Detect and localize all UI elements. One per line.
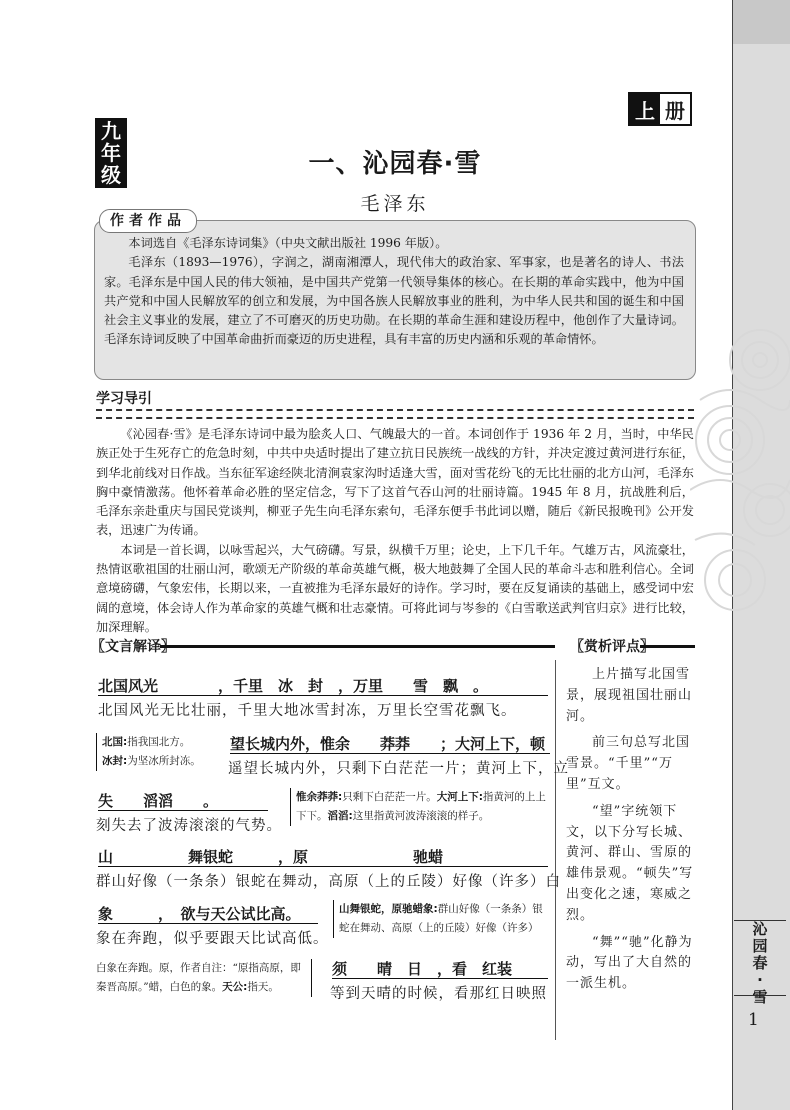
guide-text: [96, 425, 694, 637]
guide-paragraph: 《沁园春·雪》是毛泽东诗词中最为脍炙人口、气魄最大的一首。本词创作于 1936 年 2 月，当时，中华民族正处于生死存亡的危急时刻，中共中央适时提出了建立抗日民族统一战线的方针，并决定渡过黄河进行东征，到华北前线对日作战。当东征军途经陕北清涧袁家沟时适逢大雪，面对雪花纷飞的无比壮丽的北方山河，毛泽东胸中豪情激荡。他怀着革命必胜的坚定信念，写下了这首气吞山河的壮丽诗篇。1945 年 8 月，抗战胜利后，毛泽东亲赴重庆与国民党谈判，柳亚子先生向毛泽东索句，毛泽东便手书此词以赠，随后《新民报晚刊》公开发表，迅速广为传诵。: [96, 427, 694, 538]
side-tab-char: 春: [752, 954, 768, 972]
section-rule: [160, 645, 555, 648]
underline: [98, 695, 548, 696]
underline: [98, 810, 268, 811]
underline: [230, 753, 550, 754]
annotation-box: 山舞银蛇，原驰蜡象:群山好像（一条条）银蛇在舞动、高原（上的丘陵）好像（许多）: [333, 900, 553, 938]
translation-line: 刻失去了波涛滚滚的气势。: [96, 818, 282, 834]
author-paragraph: 毛泽东（1893—1976），字润之，湖南湘潭人，现代伟大的政治家、军事家，也是著名的诗人、书法家。毛泽东是中国人民的伟大领袖，是中国共产党第一代领导集体的核心。在长期的革命实践中，他为中国共产党和中国人民解放军的创立和发展，为中国各族人民解放事业的胜利，为中华人民共和国的诞生和中国社会主义事业的发展，建立了不可磨灭的历史功勋。在长期的革命生涯和建设历程中，他创作了大量诗词。毛泽东诗词反映了中国革命曲折而豪迈的历史进程，具有丰富的历史内涵和乐观的革命情怀。: [104, 255, 684, 347]
poem-line: 北国风光 ，千里 冰 封 ，万里 雪 飘 。: [98, 677, 489, 695]
volume-part1: 上: [630, 94, 660, 124]
commentary-paragraph: 上片描写北国雪景，展现祖国壮丽山河。: [566, 667, 693, 724]
author-text: [104, 234, 684, 350]
page-number: 1: [748, 1010, 759, 1030]
translation-line: 群山好像（一条条）银蛇在舞动，高原（上的丘陵）好像（许多）白: [96, 874, 561, 890]
side-tab-char: 沁: [752, 920, 768, 938]
guide-section-label: 学习导引: [96, 391, 152, 407]
poem-line: 失 滔滔 。: [98, 792, 219, 810]
volume-part2: 册: [665, 98, 685, 123]
poem-author: 毛泽东: [360, 193, 430, 215]
poem-line: 望长城内外，惟余 莽莽 ；大河上下，顿: [230, 735, 546, 753]
section-rule: [640, 645, 695, 648]
translation-line: 等到天晴的时候，看那红日映照: [330, 986, 547, 1002]
translation-line: 北国风光无比壮丽，千里大地冰雪封冻，万里长空雪花飘飞。: [98, 703, 517, 719]
poem-line: 须 晴 日 ，看 红装: [332, 960, 513, 978]
volume-badge: [628, 92, 692, 126]
column-divider: [555, 660, 556, 1040]
commentary-paragraph: 前三句总写北国雪景。“千里”“万里”互文。: [566, 735, 691, 792]
commentary-column: [566, 665, 696, 1001]
underline: [98, 923, 318, 924]
author-section-label: 作者作品: [99, 209, 197, 233]
guide-divider: [96, 409, 694, 419]
poem-line: 象 ， 欲与天公试比高。: [98, 905, 301, 923]
guide-paragraph: 本词是一首长调，以咏雪起兴，大气磅礴。写景，纵横千万里；论史，上下几千年。气雄万古，风流豪壮，热情讴歌祖国的壮丽山河，歌颂无产阶级的革命英雄气概，极大地鼓舞了全国人民的革命斗志和胜利信心。全词意境磅礴，气象宏伟，长期以来，一直被推为毛泽东最好的诗作。学习时，要在反复诵读的基础上，感受词中宏阔的意境，体会诗人作为革命家的英雄气概和壮志豪情。可将此词与岑参的《白雪歌送武判官归京》进行比较，加深理解。: [96, 542, 694, 634]
side-tab-char: 雪: [752, 988, 768, 1006]
translation-section-label: 〖文言解译〗: [91, 639, 175, 655]
translation-line: 象在奔跑，似乎要跟天比试高低。: [96, 931, 329, 947]
side-tab-char: ·: [757, 971, 763, 989]
commentary-paragraph: “舞”“驰”化静为动，写出了大自然的一派生机。: [566, 934, 693, 992]
annotation-box: 白象在奔跑。原，作者自注：“原指高原，即 秦晋高原。”蜡，白色的象。天公:指天。: [96, 959, 312, 997]
annotation-box: 北国:指我国北方。 冰封:为坚冰所封冻。: [96, 733, 217, 771]
underline: [98, 866, 548, 867]
chapter-side-tab: [734, 920, 786, 1006]
author-paragraph: 本词选自《毛泽东诗词集》（中央文献出版社 1996 年版）。: [128, 236, 448, 250]
annotation-box: 惟余莽莽:只剩下白茫茫一片。大河上下:指黄河的上上下下。滔滔:这里指黄河波涛滚滚的样子。: [290, 788, 551, 826]
grade-badge: 九年级: [95, 118, 127, 188]
side-tab-char: 园: [752, 937, 768, 955]
page-title: 一、沁园春·雪: [308, 149, 482, 179]
commentary-paragraph: “望”字统领下文，以下分写长城、黄河、群山、雪原的雄伟景观。“顿失”写出变化之速，寒威之烈。: [566, 803, 694, 923]
floral-ornament: [690, 320, 790, 640]
commentary-section-label: 〖赏析评点〗: [570, 639, 654, 655]
translation-line: 遥望长城内外，只剩下白茫茫一片；黄河上下，立: [228, 761, 569, 777]
poem-line: 山 舞银蛇 ，原 驰蜡: [98, 848, 444, 866]
underline: [332, 978, 548, 979]
